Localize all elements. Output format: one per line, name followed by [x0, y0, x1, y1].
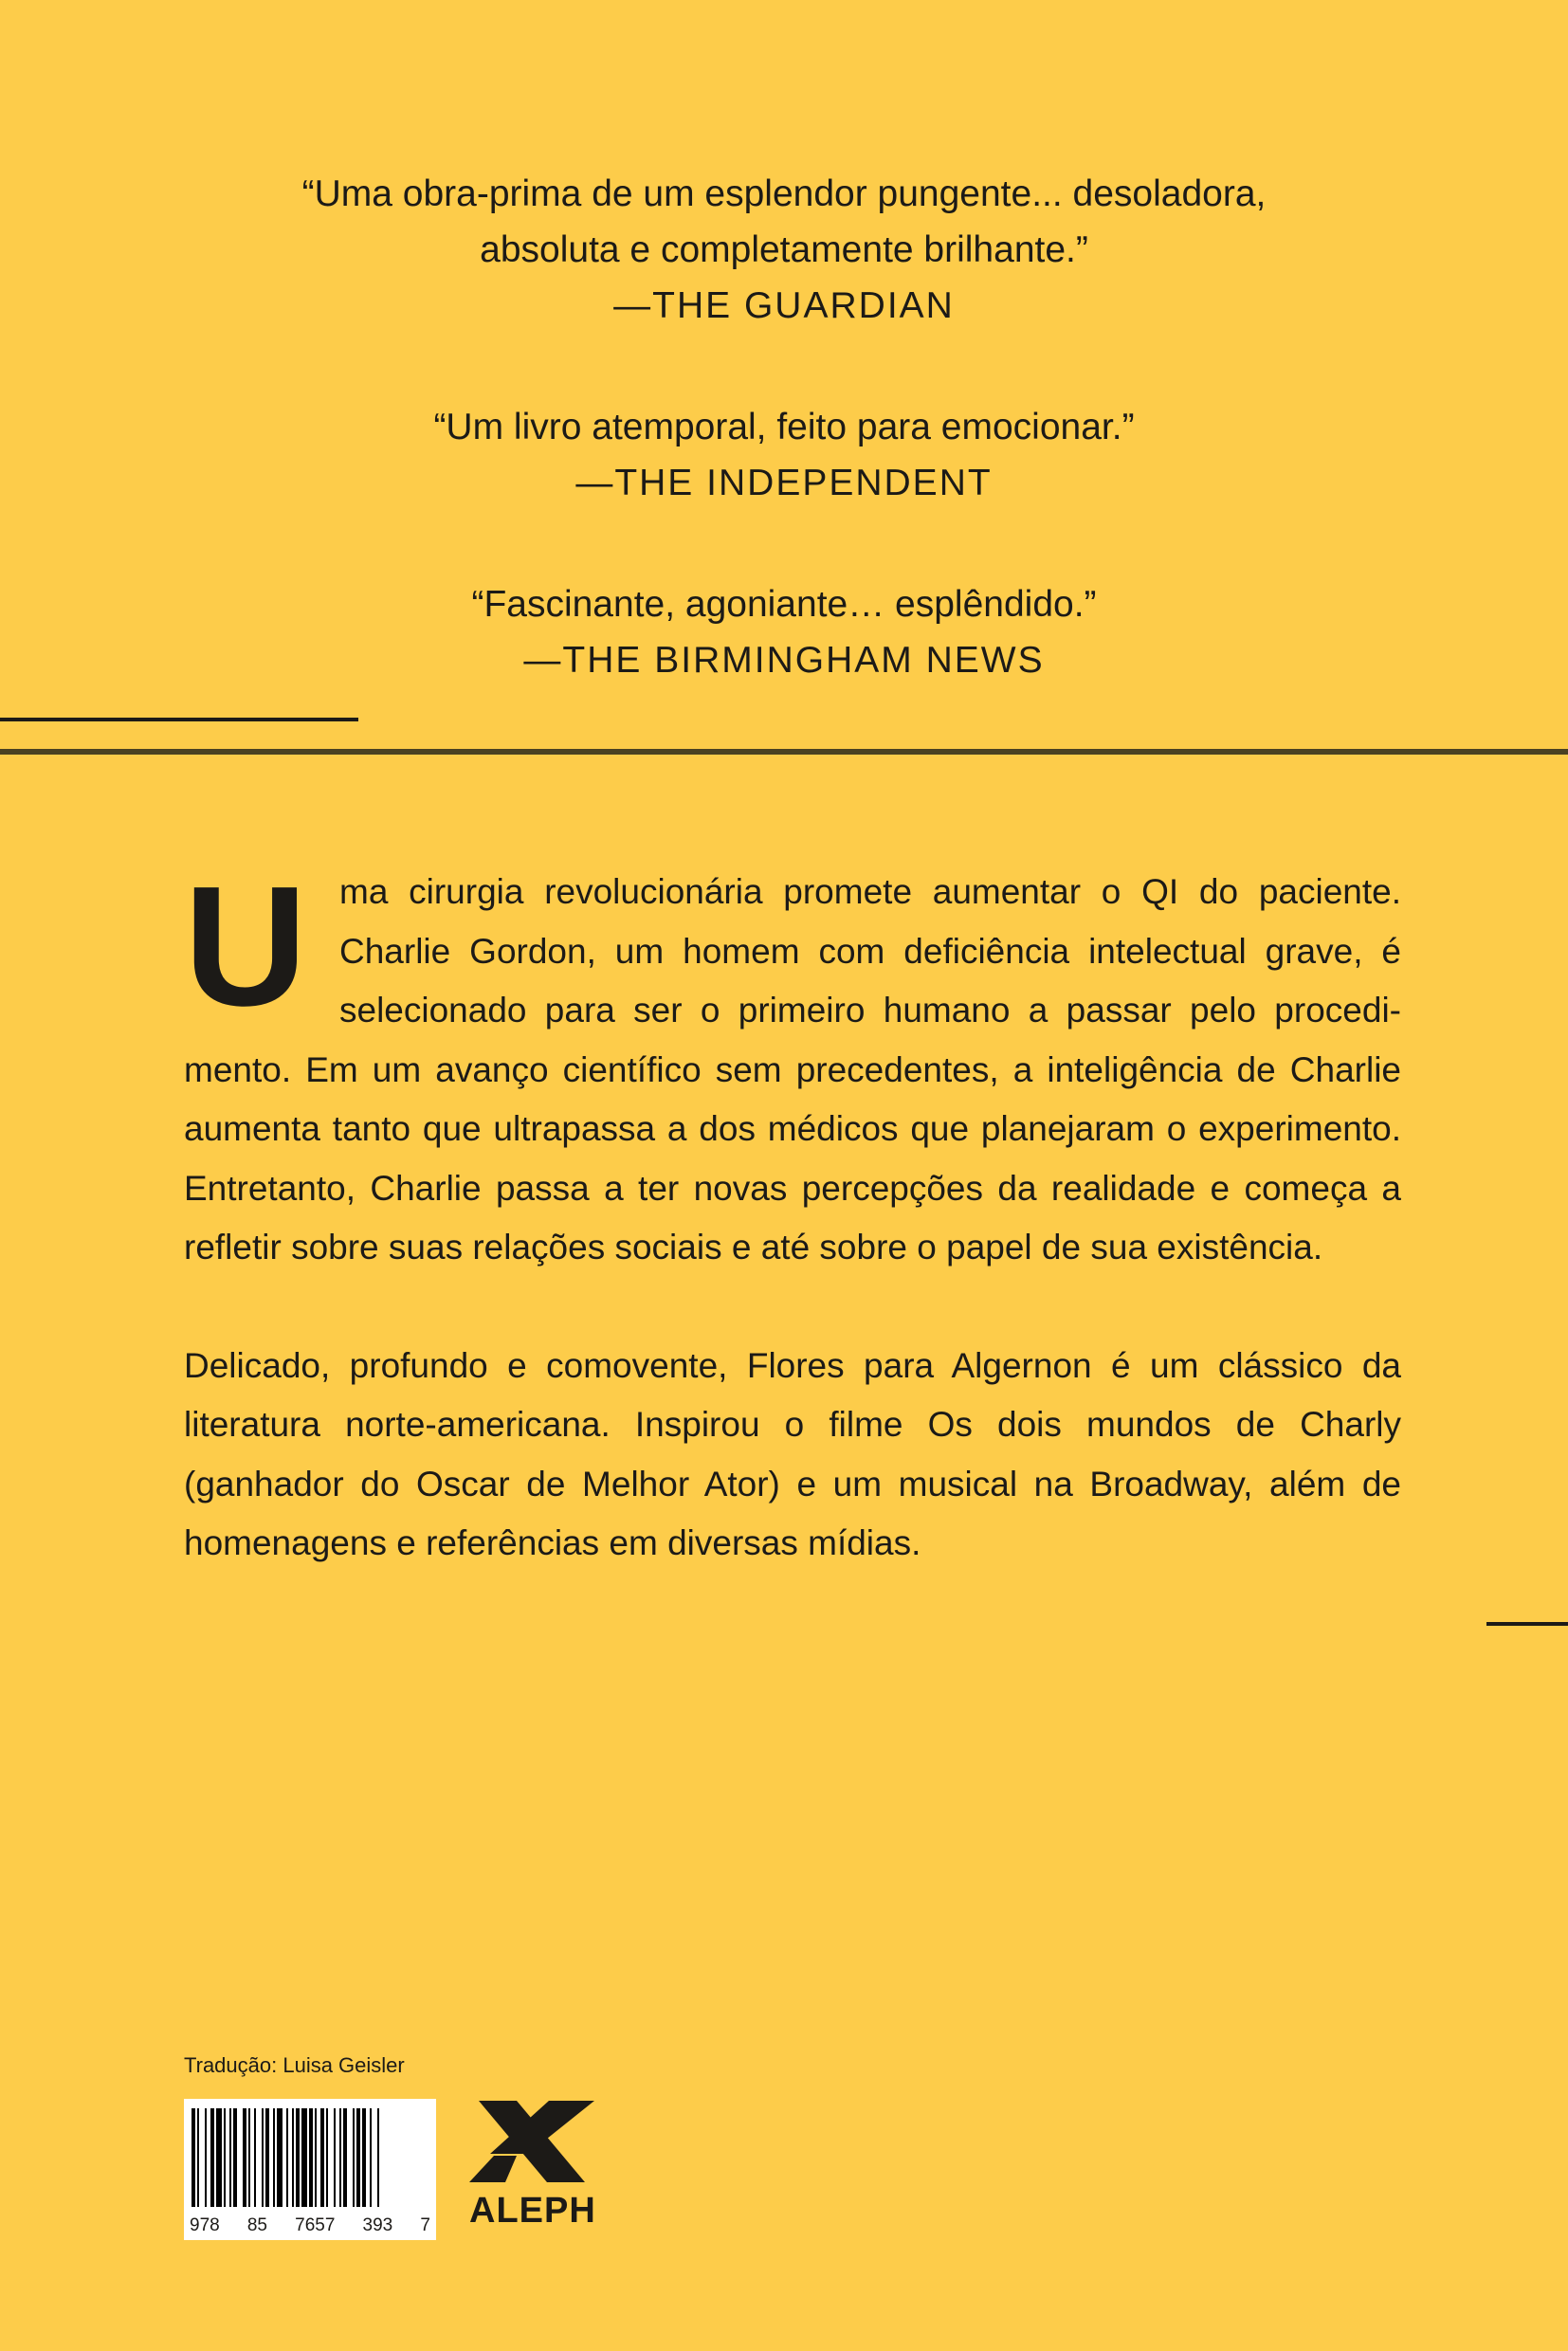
barcode-bar — [224, 2108, 226, 2207]
barcode-bar — [273, 2108, 275, 2207]
barcode-bar — [353, 2108, 355, 2207]
barcode-bar — [205, 2108, 207, 2207]
synopsis-paragraph-1 — [184, 851, 1401, 1278]
barcode-bar — [286, 2108, 288, 2207]
barcode-bar — [377, 2108, 379, 2207]
isbn-group: 7657 — [295, 2215, 336, 2235]
barcode-bar — [265, 2108, 269, 2207]
barcode-bar — [229, 2108, 231, 2207]
synopsis-paragraph-2: Delicado, profundo e comovente, Flores para Algernon é um clássico da literatura norte-americana. Inspirou o filme Os dois mundos de Charly (ganhador do Oscar de Melhor Ator) e um musical na Broadway, além de homenagens e referências em diversas mídias. — [184, 1345, 1401, 1562]
barcode-bar — [343, 2108, 347, 2207]
isbn-digits — [190, 2215, 430, 2236]
barcode-bar — [243, 2108, 246, 2207]
barcode-bar — [334, 2108, 336, 2207]
barcode-bar — [309, 2108, 313, 2207]
barcode-bar — [326, 2108, 328, 2207]
barcode-bar — [191, 2108, 195, 2207]
quote-independent — [0, 399, 1568, 511]
quote-guardian — [0, 166, 1568, 334]
barcode-bar — [356, 2108, 360, 2207]
isbn-group: 7 — [420, 2215, 430, 2235]
barcode-bar — [315, 2108, 317, 2207]
quote-source: —THE BIRMINGHAM NEWS — [523, 640, 1045, 681]
quote-text-line: “Uma obra-prima de um esplendor pungente... desoladora, — [301, 173, 1267, 214]
barcode-bar — [339, 2108, 341, 2207]
synopsis — [184, 851, 1401, 1632]
isbn-barcode — [184, 2099, 436, 2240]
quote-source: —THE GUARDIAN — [613, 285, 955, 326]
barcode-bar — [362, 2108, 366, 2207]
barcode-bar — [210, 2108, 214, 2207]
divider-full — [0, 749, 1568, 755]
translation-credit: Tradução: Luisa Geisler — [184, 2053, 405, 2077]
barcode-bar — [216, 2108, 222, 2207]
barcode-bar — [233, 2108, 237, 2207]
quote-birmingham — [0, 576, 1568, 688]
quote-text-line: absoluta e completamente brilhante.” — [480, 229, 1088, 270]
barcode-bar — [320, 2108, 324, 2207]
divider-short — [0, 718, 358, 721]
quote-source: —THE INDEPENDENT — [575, 463, 993, 503]
publisher-logo — [469, 2101, 602, 2232]
publisher-name: ALEPH — [469, 2191, 596, 2231]
barcode-bars — [191, 2108, 428, 2207]
barcode-bar — [296, 2108, 300, 2207]
isbn-group: 978 — [190, 2215, 220, 2235]
drop-cap: U — [184, 851, 307, 1042]
barcode-bar — [292, 2108, 294, 2207]
barcode-bar — [262, 2108, 264, 2207]
quote-text-line: “Fascinante, agoniante… esplêndido.” — [471, 584, 1097, 625]
isbn-group: 85 — [246, 2215, 267, 2235]
isbn-group: 393 — [362, 2215, 393, 2235]
barcode-bar — [248, 2108, 250, 2207]
barcode-bar — [197, 2108, 199, 2207]
paragraph-text: ma cirurgia revolucionária promete aumentar o QI do paciente. Charlie Gordon, um homem com deficiência intelectual grave, é selecionado para ser o primeiro humano a passar pelo procedimento. Em um avanço científico sem precedentes, a inteligência de Charlie aumenta tanto que ultrapassa a dos médicos que planejaram o experimento. Entretanto, Charlie passa a ter novas percepções da realidade e começa a refletir sobre suas relações sociais e até sobre o papel de sua existência. — [184, 872, 1401, 1267]
divider-right — [1486, 1622, 1568, 1626]
barcode-bar — [277, 2108, 283, 2207]
quotes-section — [0, 166, 1568, 754]
barcode-bar — [370, 2108, 372, 2207]
quote-text-line: “Um livro atemporal, feito para emocionar.” — [433, 407, 1135, 447]
barcode-bar — [301, 2108, 307, 2207]
aleph-x-icon — [469, 2101, 594, 2182]
barcode-bar — [254, 2108, 256, 2207]
